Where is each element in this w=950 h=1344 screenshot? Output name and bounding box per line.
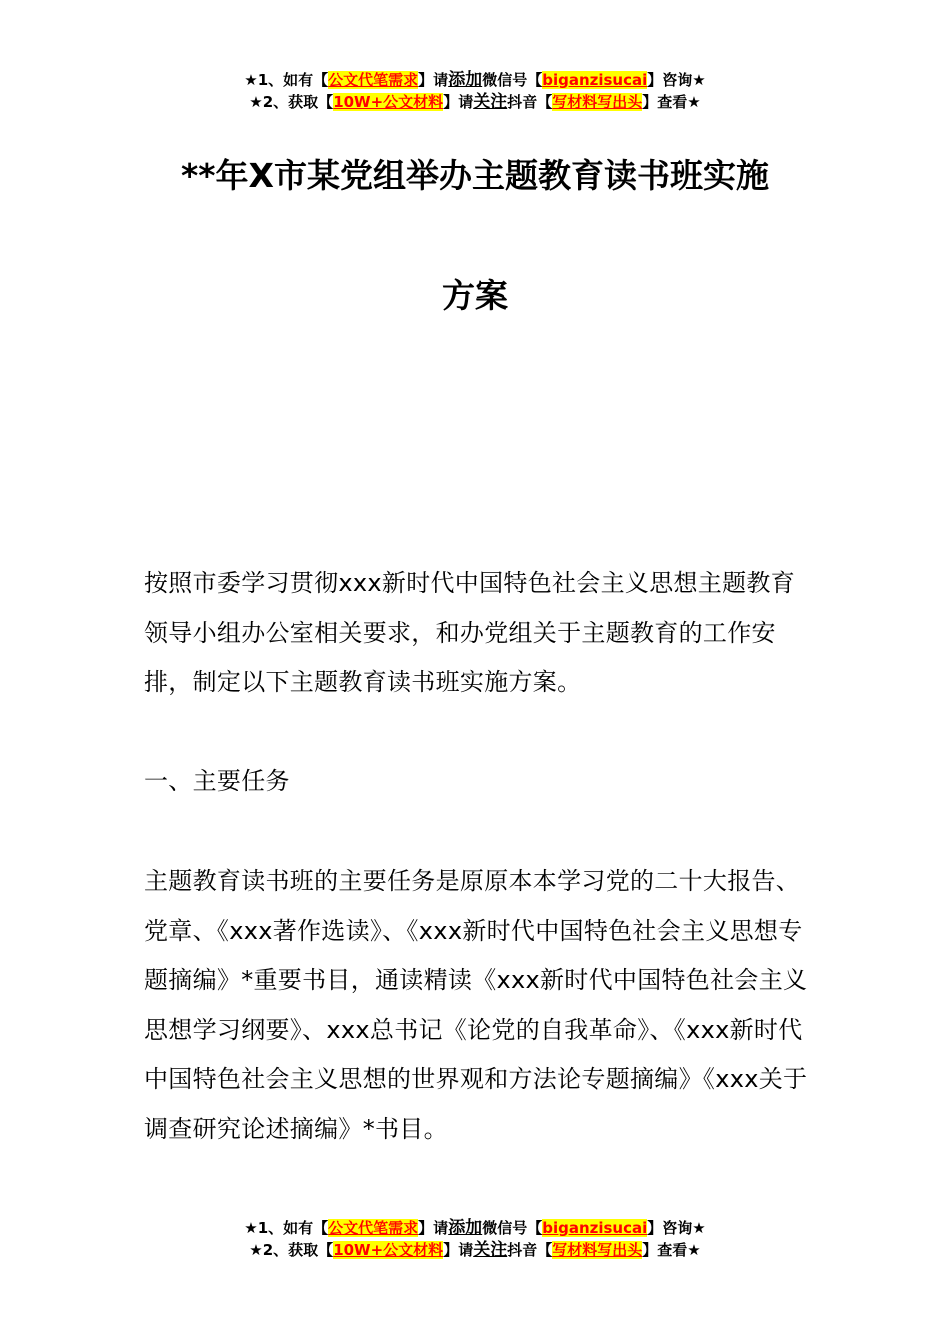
promo-text: ★2、获取【 xyxy=(249,1241,334,1259)
promo-line-2 xyxy=(0,1239,950,1261)
intro-paragraph: 按照市委学习贯彻xxx新时代中国特色社会主义思想主题教育领导小组办公室相关要求，和办党组关于主题教育的工作安排，制定以下主题教育读书班实施方案。 xyxy=(144,569,796,696)
promo-text: 】咨询★ xyxy=(647,1219,706,1237)
section-heading: 一、主要任务 xyxy=(144,767,290,795)
promo-text: ★1、如有【 xyxy=(244,71,329,89)
promo-text: 】咨询★ xyxy=(647,71,706,89)
promo-highlight-wechat-id: biganzisucai xyxy=(542,71,648,89)
promo-highlight-wechat-id: biganzisucai xyxy=(542,1219,648,1237)
promo-highlight-service: 公文代笔需求 xyxy=(328,1219,419,1237)
promo-emphasis: 关注 xyxy=(473,1240,508,1260)
promo-text: ★2、获取【 xyxy=(249,93,334,111)
promo-text: ★1、如有【 xyxy=(244,1219,329,1237)
promo-emphasis: 添加 xyxy=(448,70,483,90)
promo-text: 抖音【 xyxy=(507,1241,553,1259)
promo-text: 】请 xyxy=(443,1241,474,1259)
promo-banner-top xyxy=(0,69,950,113)
promo-emphasis: 关注 xyxy=(473,92,508,112)
promo-text: 抖音【 xyxy=(507,93,553,111)
promo-highlight-materials: 10W+公文材料 xyxy=(333,93,444,111)
promo-text: 微信号【 xyxy=(482,1219,543,1237)
document-title-line-1: **年X市某党组举办主题教育读书班实施 xyxy=(181,156,769,195)
promo-text: 微信号【 xyxy=(482,71,543,89)
promo-text: 】请 xyxy=(443,93,474,111)
promo-banner-bottom xyxy=(0,1217,950,1261)
promo-text: 】请 xyxy=(418,1219,449,1237)
promo-line-2 xyxy=(0,91,950,113)
promo-line-1 xyxy=(0,1217,950,1239)
promo-text: 】查看★ xyxy=(642,93,701,111)
promo-text: 】查看★ xyxy=(642,1241,701,1259)
promo-highlight-douyin: 写材料写出头 xyxy=(552,1241,643,1259)
promo-text: 】请 xyxy=(418,71,449,89)
promo-highlight-materials: 10W+公文材料 xyxy=(333,1241,444,1259)
document-title-line-2: 方案 xyxy=(442,276,508,315)
promo-line-1 xyxy=(0,69,950,91)
promo-emphasis: 添加 xyxy=(448,1218,483,1238)
promo-highlight-service: 公文代笔需求 xyxy=(328,71,419,89)
body-paragraph: 主题教育读书班的主要任务是原原本本学习党的二十大报告、党章、《xxx著作选读》、《xxx新时代中国特色社会主义思想专题摘编》*重要书目，通读精读《xxx新时代中国特色社会主义思想学习纲要》、xxx总书记《论党的自我革命》、《xxx新时代中国特色社会主义思想的世界观和方法论专题摘编》《xxx关于调查研究论述摘编》*书目。 xyxy=(144,867,808,1143)
promo-highlight-douyin: 写材料写出头 xyxy=(552,93,643,111)
